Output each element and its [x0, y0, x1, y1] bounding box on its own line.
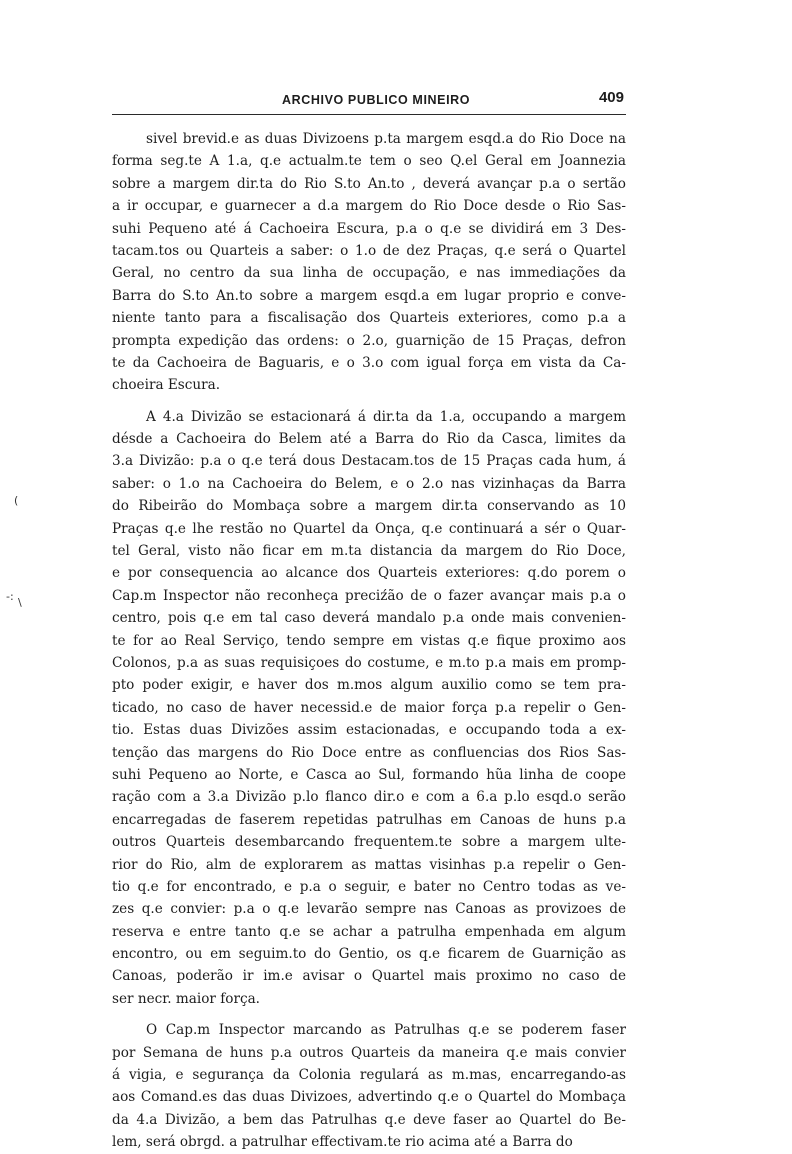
text-line: te da Cachoeira de Baguaris, e o 3.o com igual força em vista da Ca-: [112, 354, 626, 371]
text-line: da 4.a Divizão, a bem das Patrulhas q.e deve faser ao Quartel do Be-: [112, 1111, 626, 1128]
text-line: á vigia, e segurança da Colonia regulará as m.mas, encarregando-as: [112, 1067, 626, 1084]
paragraph: [112, 1019, 626, 1153]
text-line: Geral, no centro da sua linha de occupação, e nas immediações da: [112, 265, 626, 282]
text-line: centro, pois q.e em tal caso deverá mandalo p.a onde mais convenien-: [112, 610, 626, 627]
text-line: encarregadas de faserem repetidas patrulhas em Canoas de huns p.a: [112, 811, 626, 828]
margin-mark: (: [14, 494, 19, 507]
margin-mark: \: [18, 596, 22, 609]
text-line: por Semana de huns p.a outros Quarteis da maneira q.e mais convier: [112, 1044, 626, 1061]
text-line: 3.a Divizão: p.a o q.e terá dous Destacam.tos de 15 Praças cada hum, á: [112, 453, 626, 470]
text-line: saber: o 1.o na Cachoeira do Belem, e o 2.o nas vizinhaças da Barra: [112, 475, 626, 492]
paragraph-gap: [112, 1010, 626, 1019]
text-line: forma seg.te A 1.a, q.e actualm.te tem o seo Q.el Geral em Joannezia: [112, 153, 626, 170]
text-line: niente tanto para a fiscalisação dos Quarteis exteriores, como p.a a: [112, 310, 626, 327]
text-line: A 4.a Divizão se estacionará á dir.ta da 1.a, occupando a margem: [146, 408, 626, 425]
text-line: reserva e entre tanto q.e se achar a patrulha empenhada em algum: [112, 923, 626, 940]
text-line: sivel brevid.e as duas Divizoens p.ta margem esqd.a do Rio Doce na: [146, 131, 626, 147]
text-line: ticado, no caso de haver necessid.e de maior força p.a repelir o Gen-: [112, 699, 626, 716]
text-line: Praças q.e lhe restão no Quartel da Onça, q.e continuará a sér o Quar-: [112, 520, 626, 537]
text-line: outros Quarteis desembarcando frequentem.te sobre a margem ulte-: [112, 834, 626, 851]
text-line: lem, será obrgd. a patrulhar effectivam.te rio acima até a Barra do: [112, 1134, 573, 1151]
text-line: rior do Rio, alm de explorarem as mattas visinhas p.a repelir o Gen-: [112, 856, 626, 873]
text-line: désde a Cachoeira do Belem até a Barra do Rio da Casca, limites da: [112, 431, 626, 448]
text-line: Barra do S.to An.to sobre a margem esqd.a em lugar proprio e conve-: [112, 287, 626, 304]
text-line: tacam.tos ou Quarteis a saber: o 1.o de dez Praças, q.e será o Quartel: [112, 242, 626, 259]
text-line: Cap.m Inspector não reconheça preciźão de o fazer avançar mais p.a o: [112, 587, 626, 604]
body-text: [112, 128, 626, 1154]
text-line: tio q.e for encontrado, e p.a o seguir, e bater no Centro todas as ve-: [112, 878, 626, 895]
text-line: pto poder exigir, e haver dos m.mos algum auxilio como se tem pra-: [112, 677, 626, 694]
text-line: e por consequencia ao alcance dos Quarteis exteriores: q.do porem o: [112, 565, 626, 582]
running-title: ARCHIVO PUBLICO MINEIRO: [282, 93, 471, 107]
page-header: [112, 89, 626, 115]
paragraph: [112, 128, 626, 397]
text-line: encontro, ou em seguim.to do Gentio, os q.e ficarem de Guarnição as: [112, 946, 626, 963]
paragraph: [112, 406, 626, 1011]
text-line: suhi Pequeno ao Norte, e Casca ao Sul, formando hũa linha de coope: [112, 766, 626, 783]
text-line: te for ao Real Serviço, tendo sempre em vistas q.e fique proximo aos: [112, 632, 626, 649]
text-line: aos Comand.es das duas Divizoes, advertindo q.e o Quartel do Mombaça: [112, 1089, 626, 1106]
text-line: sobre a margem dir.ta do Rio S.to An.to , deverá avançar p.a o sertão: [112, 175, 626, 192]
text-line: ser necr. maior força.: [112, 990, 260, 1007]
text-line: tel Geral, visto não ficar em m.ta distancia da margem do Rio Doce,: [112, 543, 626, 560]
text-line: Colonos, p.a as suas requisiçoes do costume, e m.to p.a mais em promp-: [112, 654, 626, 671]
paragraph-gap: [112, 397, 626, 406]
text-line: choeira Escura.: [112, 377, 221, 394]
page-number: 409: [598, 89, 624, 106]
text-line: tenção das margens do Rio Doce entre as confluencias dos Rios Sas-: [112, 744, 626, 761]
text-line: a ir occupar, e guarnecer a d.a margem do Rio Doce desde o Rio Sas-: [112, 198, 626, 215]
text-line: prompta expedição das ordens: o 2.o, guarnição de 15 Praças, defron: [112, 332, 626, 349]
text-line: zes q.e convier: p.a o q.e levarão sempre nas Canoas as provizoes de: [112, 901, 626, 918]
margin-mark: -:: [6, 590, 14, 603]
text-line: suhi Pequeno até á Cachoeira Escura, p.a o q.e se dividirá em 3 Des-: [112, 220, 626, 237]
text-line: tio. Estas duas Divizões assim estacionadas, e occupando toda a ex-: [112, 722, 626, 739]
text-line: do Ribeirão do Mombaça sobre a margem dir.ta conservando as 10: [112, 498, 626, 515]
text-line: O Cap.m Inspector marcando as Patrulhas q.e se poderem faser: [146, 1022, 626, 1039]
text-line: ração com a 3.a Divizão p.lo flanco dir.o e com a 6.a p.lo esqd.o serão: [112, 789, 626, 806]
text-line: Canoas, poderão ir im.e avisar o Quartel mais proximo no caso de: [112, 968, 626, 985]
